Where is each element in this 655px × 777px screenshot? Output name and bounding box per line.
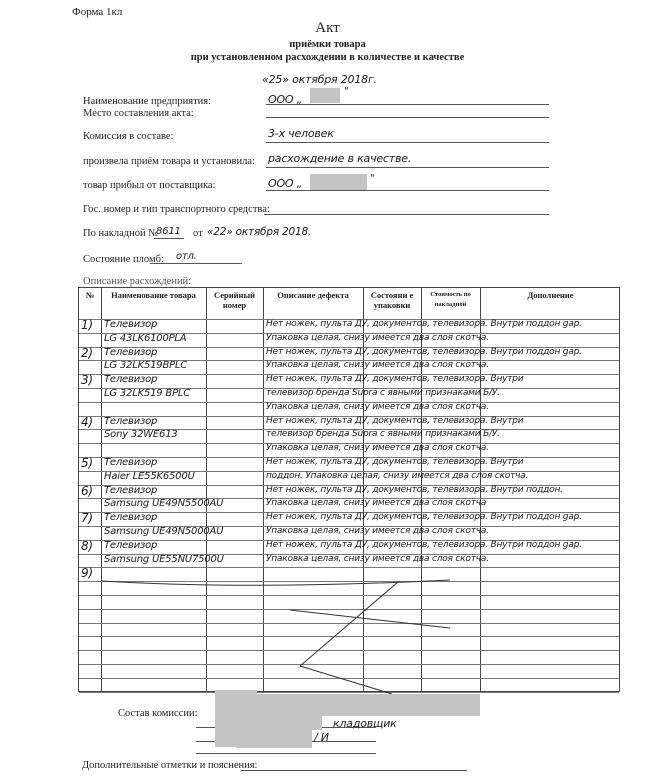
commission-label: Комиссия в составе: xyxy=(83,131,174,142)
row-number: 7) xyxy=(81,511,93,526)
item-name: Телевизор xyxy=(104,346,158,358)
item-model: LG 43LK6100PLA xyxy=(104,332,187,344)
seals-label: Состояние пломб: xyxy=(83,254,164,265)
item-model: Haier LE55K6500U xyxy=(104,470,195,482)
item-name: Телевизор xyxy=(104,319,158,330)
item-name: Телевизор xyxy=(104,415,158,427)
form-label: Форма 1кл xyxy=(72,6,123,18)
defect-description: Нет ножек, пульта ДУ, документов, телевизора. Внутри поддон. xyxy=(266,484,563,495)
enterprise-label: Наименование предприятия: xyxy=(83,96,212,107)
defect-description: Упаковка целая, снизу имеется два слоя скотча. xyxy=(266,401,489,412)
row-number: 3) xyxy=(81,373,93,388)
table-header-cell: Наименование товара xyxy=(111,290,196,300)
commission-members-label: Состав комиссии: xyxy=(118,708,198,719)
item-model: Sony 32WE613 xyxy=(104,429,178,441)
member-line xyxy=(196,753,376,754)
transport-label: Гос. номер и тип транспортного средства: xyxy=(83,204,270,215)
item-model: LG 32LK519 BPLC xyxy=(104,388,191,399)
defect-description: Упаковка целая, снизу имеется два слоя скотча. xyxy=(266,360,489,371)
invoice-date: «22» октября 2018. xyxy=(207,226,312,238)
defect-description: Упаковка целая, снизу имеется два слоя скотча. xyxy=(266,332,489,343)
defect-description: поддон. Упаковка целая, снизу имеется два слоя скотча. xyxy=(266,470,529,481)
member-role: кладовщик xyxy=(333,717,397,730)
row-number: 2) xyxy=(81,345,93,360)
table-header-cell: Описание дефекта xyxy=(277,290,349,300)
defect-description: Упаковка целая, снизу имеется два слоя скотча. xyxy=(266,443,489,454)
result-value: расхождение в качестве. xyxy=(268,152,412,165)
redaction xyxy=(236,730,312,748)
defect-description: Нет ножек, пульта ДУ, документов, телевизора. Внутри xyxy=(266,374,524,385)
item-model: Samsung UE55NU7500U xyxy=(104,553,224,565)
supplier-value: ООО „ xyxy=(268,177,303,190)
subtitle-1: приёмки товара xyxy=(289,39,366,50)
enterprise-quote: " xyxy=(344,86,349,97)
notes-label: Дополнительные отметки и пояснения: xyxy=(82,760,258,771)
seals-value: отл. xyxy=(176,251,197,262)
act-date: «25» октября 2018г. xyxy=(262,73,377,86)
result-label: произвела приём товара и установила: xyxy=(83,156,255,167)
defect-description: Упаковка целая, снизу имеется два слоя скотча xyxy=(266,498,487,509)
defect-description: телевизор бренда Supra с явными признаками Б/У. xyxy=(266,388,500,398)
row-number: 8) xyxy=(81,538,93,553)
item-name: Телевизор xyxy=(104,374,158,386)
subtitle-2: при установленном расхождении в количестве и качестве xyxy=(190,52,465,63)
table-header-cell: Состояни е упаковки xyxy=(370,290,414,310)
item-name: Телевизор xyxy=(104,457,158,468)
table-header-cell: Стоимость по накладной xyxy=(430,291,471,308)
defect-description: Нет ножек, пульта ДУ, документов, телевизора. Внутри xyxy=(266,457,524,467)
defect-description: Нет ножек, пульта ДУ, документов, телевизора. Внутри поддон gap. xyxy=(266,512,582,523)
member-suffix: / И xyxy=(314,731,329,744)
supplier-quote: " xyxy=(370,173,375,184)
defect-description: Упаковка целая, снизу имеется два слоя скотча. xyxy=(266,553,489,564)
defect-description: Нет ножек, пульта ДУ, документов, телевизора. Внутри поддон gap. xyxy=(266,539,582,550)
invoice-from-label: от xyxy=(193,228,203,239)
item-name: Телевизор xyxy=(104,512,158,524)
defect-description: Нет ножек, пульта ДУ, документов, телевизора. Внутри поддон gap. xyxy=(266,319,582,329)
cross-line xyxy=(290,610,450,628)
redaction xyxy=(236,714,322,730)
invoice-label: По накладной № xyxy=(83,228,159,239)
defect-description: телевизор бренда Supra с явными признаками Б/У. xyxy=(266,429,500,440)
row-number: 5) xyxy=(81,456,93,470)
notes-underline xyxy=(241,770,467,771)
item-model: LG 32LK519BPLC xyxy=(104,360,188,372)
document-title: Акт xyxy=(315,20,340,36)
redaction xyxy=(245,694,480,716)
enterprise-value: ООО „ xyxy=(268,93,303,106)
defect-description: Упаковка целая, снизу имеется два слоя скотча. xyxy=(266,526,489,536)
defect-description: Нет ножек, пульта ДУ, документов, телевизора. Внутри xyxy=(266,415,524,426)
table-header-cell: № xyxy=(85,290,95,300)
cross-line xyxy=(300,666,392,694)
defect-description: Нет ножек, пульта ДУ, документов, телевизора. Внутри поддон gap. xyxy=(266,346,582,357)
row-number: 4) xyxy=(81,414,93,429)
commission-value: 3-х человек xyxy=(268,127,334,140)
discrepancies-caption: Описание расхождений: xyxy=(83,276,192,287)
item-model: Samsung UE49N5000AU xyxy=(104,526,224,537)
cross-line xyxy=(300,582,398,666)
item-model: Samsung UE49N5500AU xyxy=(104,498,224,510)
table-header-cell: Дополнение xyxy=(527,290,574,300)
table-header-cell: Серийный номер xyxy=(214,290,255,310)
row-number: 9) xyxy=(81,566,93,581)
underline-stroke xyxy=(102,580,450,585)
item-name: Телевизор xyxy=(104,539,158,551)
place-label: Место составления акта: xyxy=(83,108,194,119)
supplier-label: товар прибыл от поставщика: xyxy=(83,180,216,191)
row-number: 6) xyxy=(81,483,93,498)
invoice-number: 8611 xyxy=(156,226,181,237)
item-name: Телевизор xyxy=(104,484,158,496)
row-number: 1) xyxy=(81,318,93,332)
